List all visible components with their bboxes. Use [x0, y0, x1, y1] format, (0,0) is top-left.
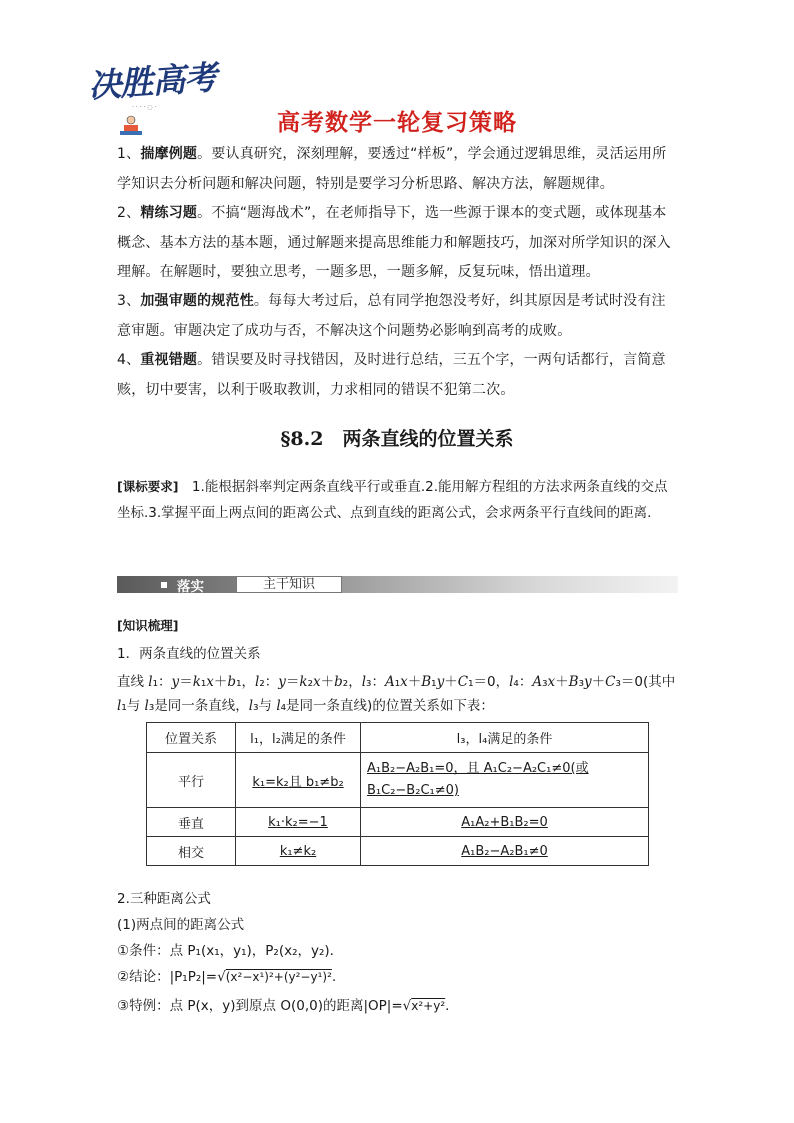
- table-cell: 平行: [147, 753, 236, 808]
- strategy-num: 1、: [117, 146, 141, 162]
- table-header: l₃，l₄满足的条件: [361, 723, 649, 753]
- table-header: l₁，l₂满足的条件: [236, 723, 361, 753]
- strategy-3: [117, 287, 679, 346]
- curriculum-requirements: [117, 474, 679, 526]
- section-title: §8.2 两条直线的位置关系: [280, 428, 514, 450]
- sqrt-symbol: √: [217, 969, 226, 985]
- table-row: [147, 837, 649, 866]
- table-cell: k₁=k₂且 b₁≠b₂: [236, 753, 361, 808]
- table-row: [147, 753, 649, 808]
- table-cell: A₁A₂+B₁B₂=0: [361, 808, 649, 837]
- strategy-body: 。不搞“题海战术”，在老师指导下，选一些源于课本的变式题，或体现基本概念、基本方法的基本题，通过解题来提高思维能力和解题技巧，加深对所学知识的深入理解。在解题时，要独立思考，一题多思，一题多解，反复玩味，悟出道理。: [117, 205, 671, 280]
- square-bullet-icon: [161, 582, 167, 588]
- sqrt-symbol: √: [402, 998, 412, 1014]
- item1-title: 1．两条直线的位置关系: [117, 646, 261, 662]
- strategy-head: 揣摩例题: [140, 146, 198, 162]
- strategy-body: 。错误要及时寻找错因，及时进行总结，三五个字，一两句话都行，言简意赅，切中要害，以利于吸取教训，力求相同的错误不犯第二次。: [117, 352, 666, 398]
- sub1-title: (1)两点间的距离公式: [117, 917, 245, 933]
- special-prefix: ③特例：点 P(x，y)到原点 O(0,0)的距离|OP|=: [117, 998, 403, 1014]
- strategy-head: 精练习题: [140, 205, 198, 221]
- requirements-label: [课标要求]: [117, 479, 179, 494]
- knowledge-heading: [知识梳理]: [117, 618, 179, 633]
- logo-small-text: · · · · ◌ ·: [132, 104, 157, 111]
- table-cell: A₁B₂−A₂B₁=0，且 A₁C₂−A₂C₁≠0(或 B₁C₂−B₂C₁≠0): [361, 753, 649, 808]
- strategy-num: 2、: [117, 205, 141, 221]
- special-formula: x²+y²: [411, 999, 446, 1013]
- logo-text: 决胜高考: [86, 57, 218, 106]
- banner-left-label: 落实: [177, 579, 204, 595]
- strategy-num: 4、: [117, 352, 141, 368]
- strategy-body: 。每每大考过后，总有同学抱怨没考好，纠其原因是考试时没有注意审题。审题决定了成功与否，不解决这个问题势必影响到高考的成败。: [117, 293, 666, 339]
- section-banner: [117, 574, 678, 596]
- banner-right-label: 主干知识: [236, 576, 342, 593]
- lines-definition: 直线 l₁：y＝k₁x＋b₁，l₂：y＝k₂x＋b₂，l₃：A₁x＋B₁y＋C₁＝0，l₄：A₃x＋B₃y＋C₃＝0(其中 l₁与 l₃是同一条直线，l₃与 l₄是同一条直线)的位置关系如下表：: [117, 674, 676, 714]
- strategy-4: [117, 346, 679, 405]
- table-cell: 相交: [147, 837, 236, 866]
- strategy-head: 重视错题: [140, 352, 198, 368]
- strategy-head: 加强审题的规范性: [140, 293, 254, 309]
- requirements-text: 1.能根据斜率判定两条直线平行或垂直.2.能用解方程组的方法求两条直线的交点坐标.3.掌握平面上两点间的距离公式、点到直线的距离公式，会求两条平行直线间的距离.: [117, 479, 668, 521]
- conclusion-formula: (x²−x¹)²+(y²−y¹)²: [225, 970, 332, 984]
- table-cell: k₁·k₂=−1: [236, 808, 361, 837]
- table-header: 位置关系: [147, 723, 236, 753]
- strategy-num: 3、: [117, 293, 141, 309]
- condition-line: ①条件：点 P₁(x₁，y₁)，P₂(x₂，y₂)．: [117, 943, 344, 959]
- main-title: 高考数学一轮复习策略: [277, 110, 517, 136]
- table-row: [147, 808, 649, 837]
- table-cell: k₁≠k₂: [236, 837, 361, 866]
- strategy-body: 。要认真研究，深刻理解，要透过“样板”，学会通过逻辑思维，灵活运用所学知识去分析问题和解决问题，特别是要学习分析思路、解决方法，解题规律。: [117, 146, 667, 192]
- table-header-row: [147, 723, 649, 753]
- position-relation-table: [146, 722, 649, 866]
- conclusion-line: ②结论：|P₁P₂|=√(x²−x¹)²+(y²−y¹)².: [117, 969, 337, 985]
- special-case-line: ③特例：点 P(x，y)到原点 O(0,0)的距离|OP|=√x²+y².: [117, 998, 450, 1014]
- item2-title: 2.三种距离公式: [117, 891, 211, 907]
- table-cell: 垂直: [147, 808, 236, 837]
- conclusion-prefix: ②结论：|P₁P₂|=: [117, 969, 218, 985]
- strategy-2: [117, 199, 679, 288]
- table-cell: A₁B₂−A₂B₁≠0: [361, 837, 649, 866]
- strategy-1: [117, 140, 679, 199]
